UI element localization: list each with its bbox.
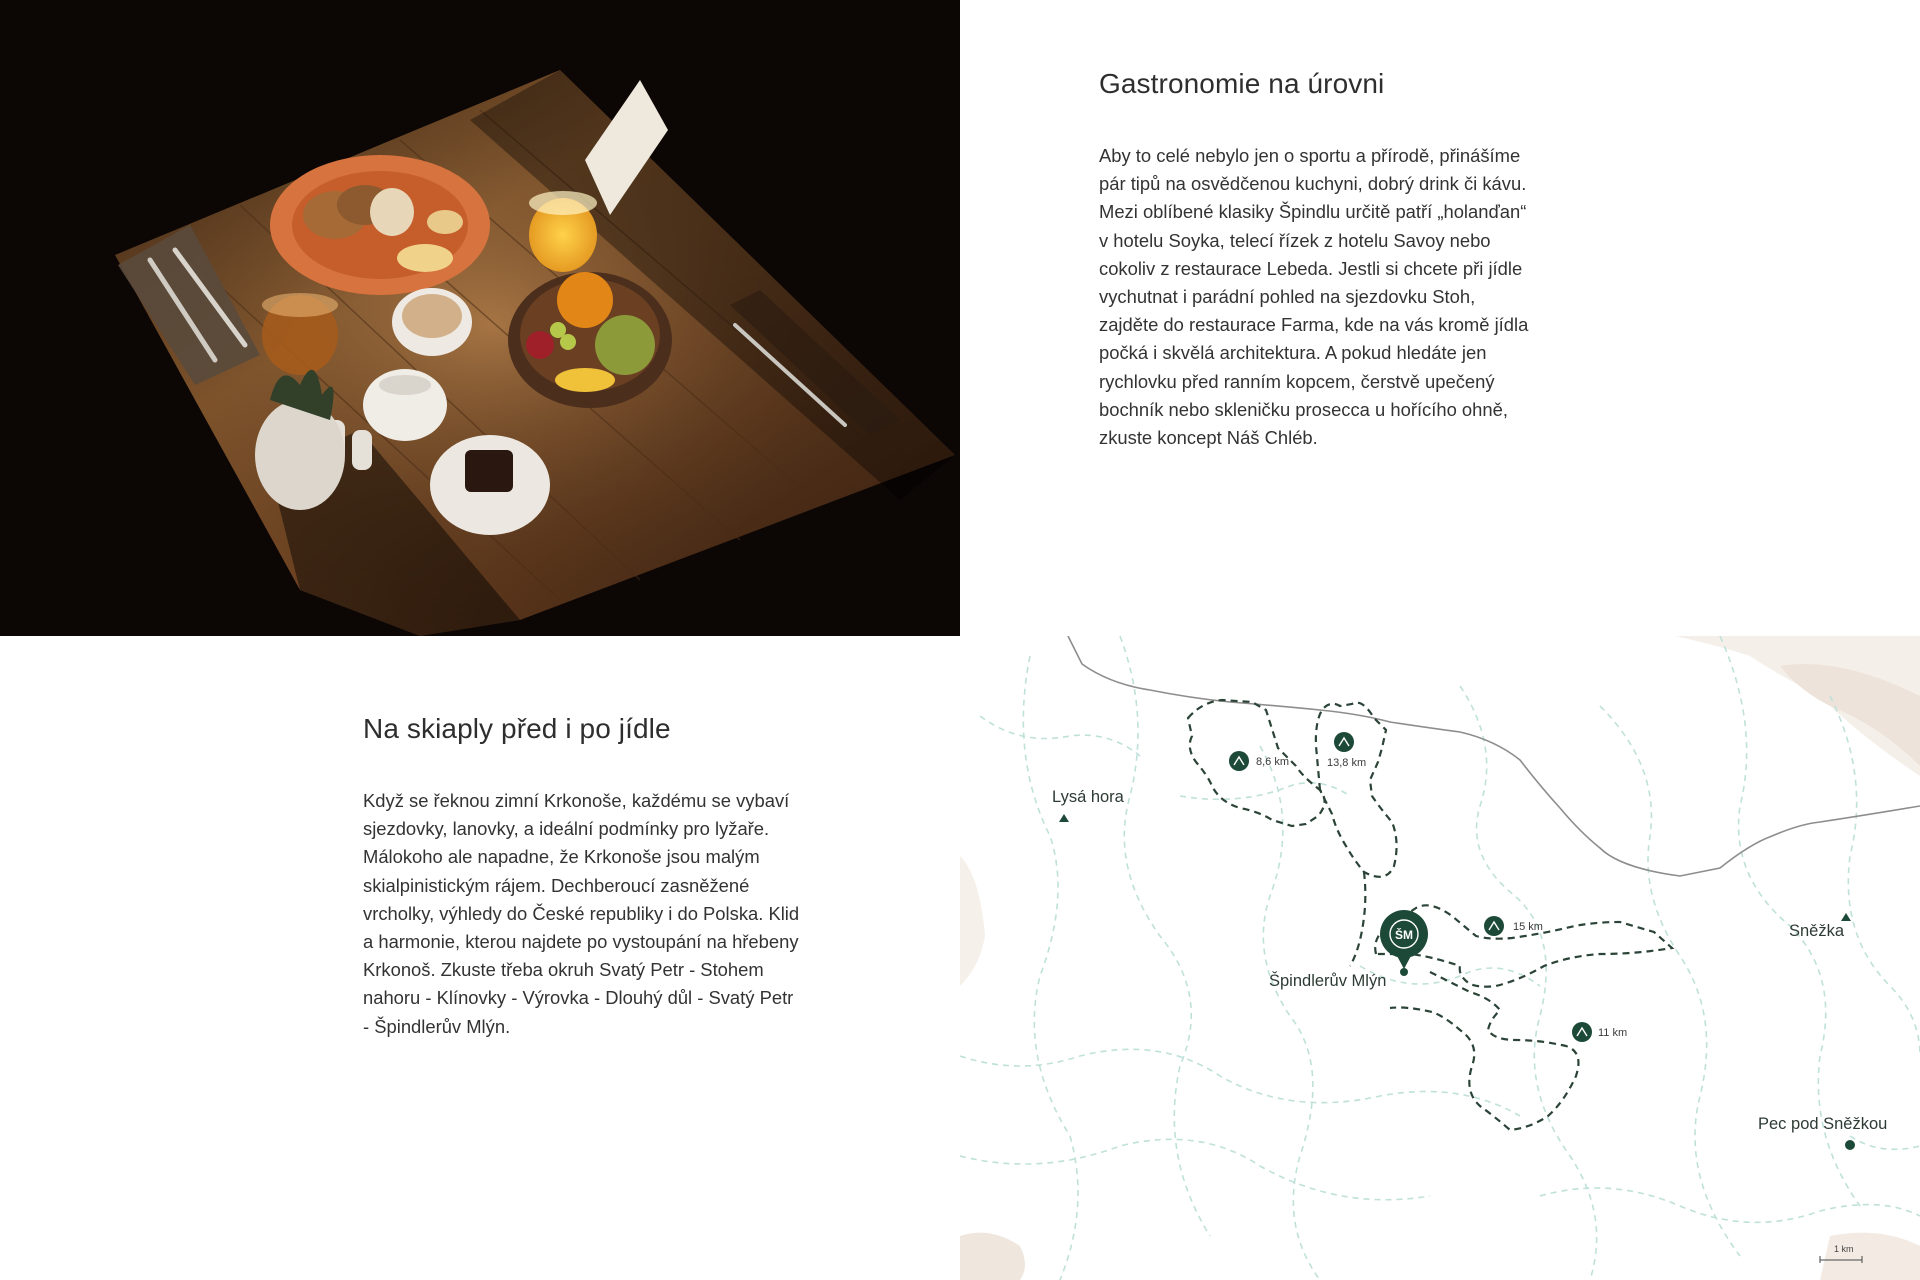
route-marker-2[interactable] xyxy=(1327,732,1366,769)
skialp-section xyxy=(363,713,838,1041)
gastronomy-line: bochník nebo skleničku prosecca u hořícího ohně, xyxy=(1099,398,1508,420)
route-path xyxy=(1390,972,1578,1130)
hiking-icon xyxy=(1229,751,1249,771)
skialp-line: skialpinistickým rájem. Dechberoucí zasněžené xyxy=(363,874,750,896)
hiking-icon xyxy=(1572,1022,1592,1042)
route-label: 11 km xyxy=(1598,1027,1628,1039)
gastronomy-line: počká i skvělá architektura. A pokud hledáte jen xyxy=(1099,342,1487,364)
route-path xyxy=(1350,872,1365,966)
gastronomy-line: rychlovku před ranním kopcem, čerstvě upečený xyxy=(1099,370,1495,392)
skialp-line: a harmonie, kterou najdete po vystoupání na hřebeny xyxy=(363,931,799,953)
gastronomy-line: zajděte do restaurace Farma, kde na vás kromě jídla xyxy=(1099,314,1529,336)
trail-line xyxy=(1120,636,1210,1236)
trail-line xyxy=(1850,1136,1920,1149)
place-snezka[interactable] xyxy=(1789,913,1851,940)
place-pec-pod-snezkou[interactable] xyxy=(1758,1115,1887,1150)
hiking-icon xyxy=(1484,916,1504,936)
skialp-heading: Na skiaply před i po jídle xyxy=(363,713,671,744)
gastronomy-paragraph xyxy=(1099,142,1569,452)
route-marker-4[interactable] xyxy=(1572,1022,1627,1042)
skialp-line: sjezdovky, lanovky, a ideální podmínky pro lyžaře. xyxy=(363,818,770,840)
route-marker-3[interactable] xyxy=(1484,916,1543,936)
trail-line xyxy=(980,716,1140,756)
gastronomy-line: pár tipů na osvědčenou kuchyni, dobrý drink či kávu. xyxy=(1099,173,1527,195)
place-label: Sněžka xyxy=(1789,922,1845,940)
skialp-line: Krkonoš. Zkuste třeba okruh Svatý Petr - Stohem xyxy=(363,959,764,981)
terrain-patch xyxy=(960,856,985,986)
route-path xyxy=(1316,703,1397,877)
skialp-line: Málokoho ale napadne, že Krkonoše jsou malým xyxy=(363,846,760,868)
gastronomy-line: zkuste koncept Náš Chléb. xyxy=(1099,427,1318,449)
gastronomy-line: Mezi oblíbené klasiky Špindlu určitě patří „holanďan“ xyxy=(1099,201,1527,223)
route-label: 15 km xyxy=(1513,921,1543,933)
place-label: Pec pod Sněžkou xyxy=(1758,1115,1888,1133)
skialp-line: vrcholky, výhledy do České republiky i do Polska. Klid xyxy=(363,902,800,924)
skialp-line: - Špindlerův Mlýn. xyxy=(363,1015,511,1037)
trail-line xyxy=(1460,686,1597,1280)
logo-letters: ŠM xyxy=(1395,928,1413,942)
route-map xyxy=(960,636,1920,1280)
skialp-paragraph xyxy=(363,787,838,1041)
place-label: Lysá hora xyxy=(1052,788,1124,806)
trail-line xyxy=(1600,706,1740,1256)
trail-line xyxy=(1360,966,1540,986)
triangle-peak-icon xyxy=(1841,913,1851,921)
triangle-peak-icon xyxy=(1059,814,1069,822)
trail-line xyxy=(1023,656,1078,1280)
hiking-icon xyxy=(1334,732,1354,752)
gastronomy-section xyxy=(1099,68,1569,452)
place-spindleruv-mlyn[interactable] xyxy=(1269,910,1428,990)
gastronomy-line: vychutnat i parádní pohled na sjezdovku Stoh, xyxy=(1099,286,1476,308)
gastronomy-line: cokoliv z restaurace Lebeda. Jestli si chcete při jídle xyxy=(1099,257,1523,279)
gastronomy-heading: Gastronomie na úrovni xyxy=(1099,68,1385,99)
scale-label: 1 km xyxy=(1834,1244,1854,1254)
trail-line xyxy=(960,1139,1430,1199)
place-label: Špindlerův Mlýn xyxy=(1269,972,1387,990)
terrain-patch xyxy=(960,1233,1025,1280)
skialp-line: nahoru - Klínovky - Výrovka - Dlouhý důl - Svatý Petr xyxy=(363,987,794,1009)
route-label: 8,6 km xyxy=(1256,756,1290,768)
trail-line xyxy=(960,1049,1520,1116)
trail-line xyxy=(1540,1188,1920,1222)
place-lysa-hora[interactable] xyxy=(1052,788,1125,822)
gastronomy-line: Aby to celé nebylo jen o sportu a přírodě, přinášíme xyxy=(1099,145,1521,166)
skialp-line: Když se řeknou zimní Krkonoše, každému se vybaví xyxy=(363,790,790,811)
terrain-patch xyxy=(1820,1233,1920,1280)
route-marker-1[interactable] xyxy=(1229,751,1289,771)
dot-icon xyxy=(1400,968,1408,976)
route-label: 13,8 km xyxy=(1327,757,1367,769)
breakfast-photo xyxy=(0,0,960,636)
gastronomy-line: v hotelu Soyka, telecí řízek z hotelu Savoy nebo xyxy=(1099,229,1491,251)
dot-icon xyxy=(1845,1140,1855,1150)
